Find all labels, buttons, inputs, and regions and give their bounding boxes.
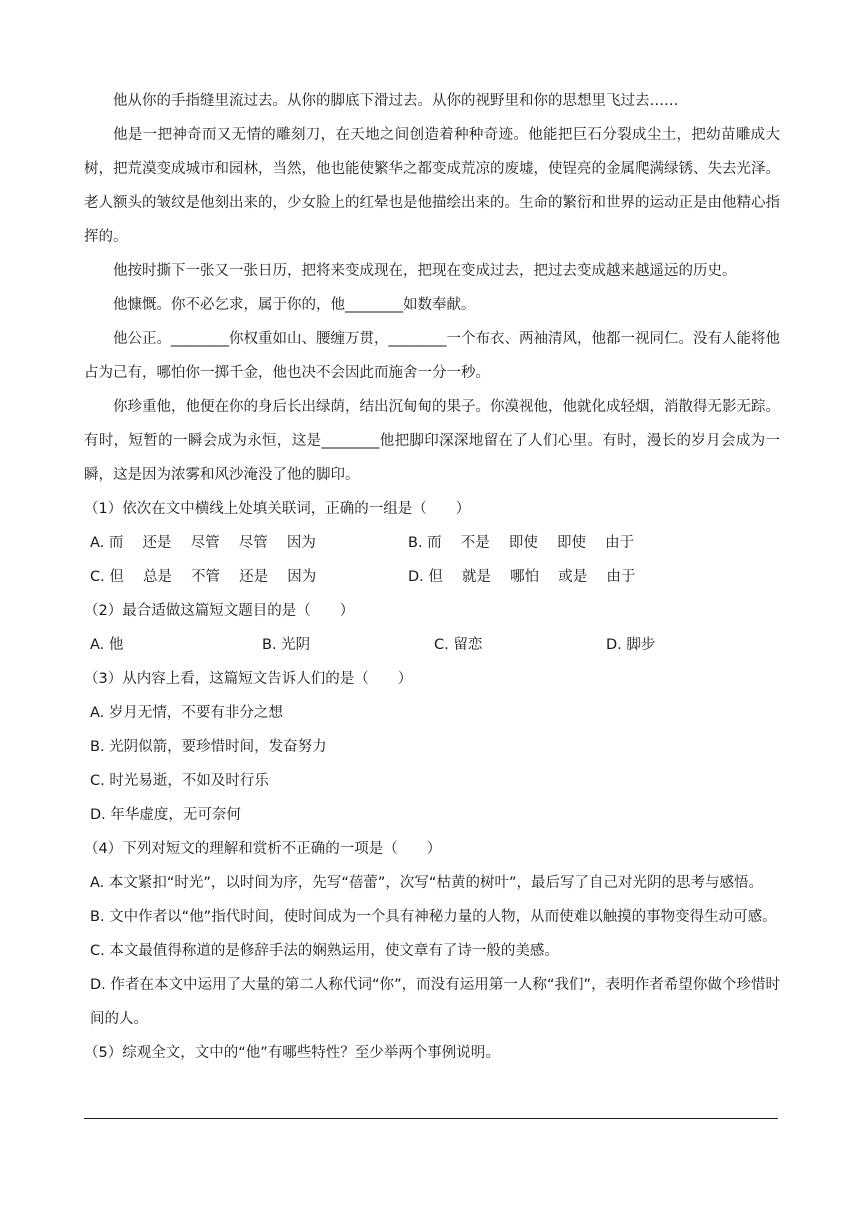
question-3-option-d: D. 年华虚度，无可奈何 xyxy=(90,807,241,823)
question-1-option-b: B. 而 不是 即使 即使 由于 xyxy=(408,535,635,551)
question-1-option-d: D. 但 就是 哪怕 或是 由于 xyxy=(408,569,636,585)
question-1-options-row-2 xyxy=(90,560,780,594)
question-1-stem: （1）依次在文中横线上处填关联词，正确的一组是（ ） xyxy=(84,501,471,517)
question-3-option-c: C. 时光易逝，不如及时行乐 xyxy=(90,773,269,789)
question-4-option-d: D. 作者在本文中运用了大量的第二人称代词“你”，而没有运用第一人称“我们”，表明作者希望你做个珍惜时间的人。 xyxy=(90,977,780,1027)
question-4-stem: （4）下列对短文的理解和赏析不正确的一项是（ ） xyxy=(84,841,442,857)
passage-paragraph-1: 他从你的手指缝里流过去。从你的脚底下滑过去。从你的视野里和你的思想里飞过去…… xyxy=(113,93,679,109)
question-4-option-a: A. 本文紧扣“时光”，以时间为序，先写“蓓蕾”，次写“枯黄的树叶”，最后写了自己对光阴的思考与感悟。 xyxy=(90,875,763,891)
question-2-stem: （2）最合适做这篇短文题目的是（ ） xyxy=(84,603,355,619)
document-content xyxy=(84,84,780,1070)
question-1-options-row-1 xyxy=(90,526,780,560)
passage-paragraph-4: 他慷慨。你不必乞求，属于你的，他________如数奉献。 xyxy=(113,297,476,313)
question-3-option-b: B. 光阴似箭，要珍惜时间，发奋努力 xyxy=(90,739,327,755)
question-3-stem: （3）从内容上看，这篇短文告诉人们的是（ ） xyxy=(84,671,413,687)
passage-paragraph-2: 他是一把神奇而又无情的雕刻刀，在天地之间创造着种种奇迹。他能把巨石分裂成尘土，把幼苗雕成大树，把荒漠变成城市和园林，当然，他也能使繁华之都变成荒凉的废墟，使锃亮的金属爬满绿锈、失去光泽。老人额头的皱纹是他刻出来的，少女脸上的红晕也是他描绘出来的。生命的繁衍和世界的运动正是由他精心指挥的。 xyxy=(84,127,780,245)
question-4-option-c: C. 本文最值得称道的是修辞手法的娴熟运用，使文章有了诗一般的美感。 xyxy=(90,943,559,959)
passage-paragraph-5: 他公正。________你权重如山、腰缠万贯，________一个布衣、两袖清风，他都一视同仁。没有人能将他占为己有，哪怕你一掷千金，他也决不会因此而施舍一分一秒。 xyxy=(84,331,780,381)
question-2-option-a: A. 他 xyxy=(90,637,124,653)
passage-paragraph-6: 你珍重他，他便在你的身后长出绿荫，结出沉甸甸的果子。你漠视他，他就化成轻烟，消散得无影无踪。有时，短暂的一瞬会成为永恒，这是________他把脚印深深地留在了人们心里。有时，漫长的岁月会成为一瞬，这是因为浓雾和风沙淹没了他的脚印。 xyxy=(84,399,780,483)
question-2-option-b: B. 光阴 xyxy=(262,637,311,653)
question-2-option-d: D. 脚步 xyxy=(606,637,656,653)
question-1-option-a: A. 而 还是 尽管 尽管 因为 xyxy=(90,535,316,551)
footer-divider xyxy=(84,1118,778,1119)
question-1-option-c: C. 但 总是 不管 还是 因为 xyxy=(90,569,317,585)
question-4-option-b: B. 文中作者以“他”指代时间，使时间成为一个具有神秘力量的人物，从而使难以触摸的事物变得生动可感。 xyxy=(90,909,777,925)
passage-paragraph-3: 他按时撕下一张又一张日历，把将来变成现在，把现在变成过去，把过去变成越来越遥远的历史。 xyxy=(113,263,737,279)
question-3-option-a: A. 岁月无情，不要有非分之想 xyxy=(90,705,283,721)
question-2-options xyxy=(90,628,780,662)
question-2-option-c: C. 留恋 xyxy=(434,637,483,653)
question-5-stem: （5）综观全文，文中的“他”有哪些特性？至少举两个事例说明。 xyxy=(84,1045,500,1061)
